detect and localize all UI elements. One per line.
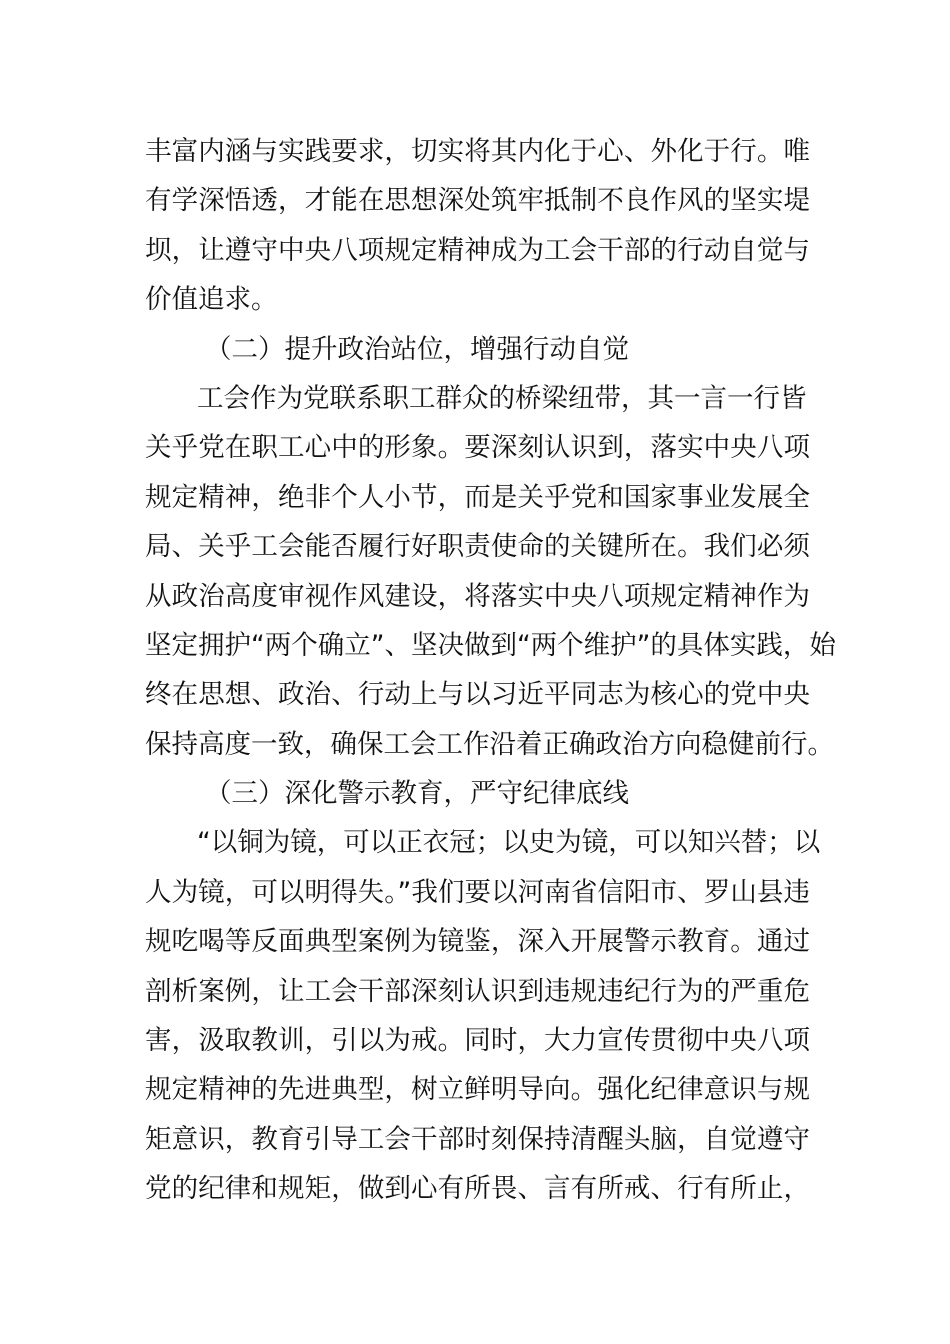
section-heading: （三）深化警示教育，严守纪律底线 <box>205 778 629 810</box>
text-line: 坝，让遵守中央八项规定精神成为工会干部的行动自觉与 <box>145 234 810 266</box>
section-heading: （二）提升政治站位，增强行动自觉 <box>205 333 629 365</box>
text-line: 终在思想、政治、行动上与以习近平同志为核心的党中央 <box>145 679 810 711</box>
text-line: 有学深悟透，才能在思想深处筑牢抵制不良作风的坚实堤 <box>145 185 810 217</box>
text-line: 矩意识，教育引导工会干部时刻保持清醒头脑，自觉遵守 <box>145 1123 810 1155</box>
text-line: “以铜为镜，可以正衣冠；以史为镜，可以知兴替；以 <box>197 827 821 859</box>
text-line: 局、关乎工会能否履行好职责使命的关键所在。我们必须 <box>145 531 810 563</box>
text-line: 工会作为党联系职工群众的桥梁纽带，其一言一行皆 <box>197 382 807 414</box>
text-line: 坚定拥护“两个确立”、坚决做到“两个维护”的具体实践，始 <box>145 629 836 661</box>
text-line: 价值追求。 <box>145 284 278 316</box>
text-line: 剖析案例，让工会干部深刻认识到违规违纪行为的严重危 <box>145 975 810 1007</box>
text-line: 人为镜，可以明得失。”我们要以河南省信阳市、罗山县违 <box>145 876 810 908</box>
text-line: 关乎党在职工心中的形象。要深刻认识到，落实中央八项 <box>145 432 810 464</box>
body-text <box>145 127 836 1214</box>
text-line: 规吃喝等反面典型案例为镜鉴，深入开展警示教育。通过 <box>145 926 810 958</box>
text-line: 规定精神的先进典型，树立鲜明导向。强化纪律意识与规 <box>145 1074 810 1106</box>
text-line: 保持高度一致，确保工会工作沿着正确政治方向稳健前行。 <box>145 728 834 760</box>
text-line: 规定精神，绝非个人小节，而是关乎党和国家事业发展全 <box>145 481 810 513</box>
text-line: 丰富内涵与实践要求，切实将其内化于心、外化于行。唯 <box>145 136 810 167</box>
text-line: 害，汲取教训，引以为戒。同时，大力宣传贯彻中央八项 <box>145 1025 810 1057</box>
text-line: 从政治高度审视作风建设，将落实中央八项规定精神作为 <box>145 580 810 612</box>
text-line: 党的纪律和规矩，做到心有所畏、言有所戒、行有所止， <box>145 1173 810 1205</box>
